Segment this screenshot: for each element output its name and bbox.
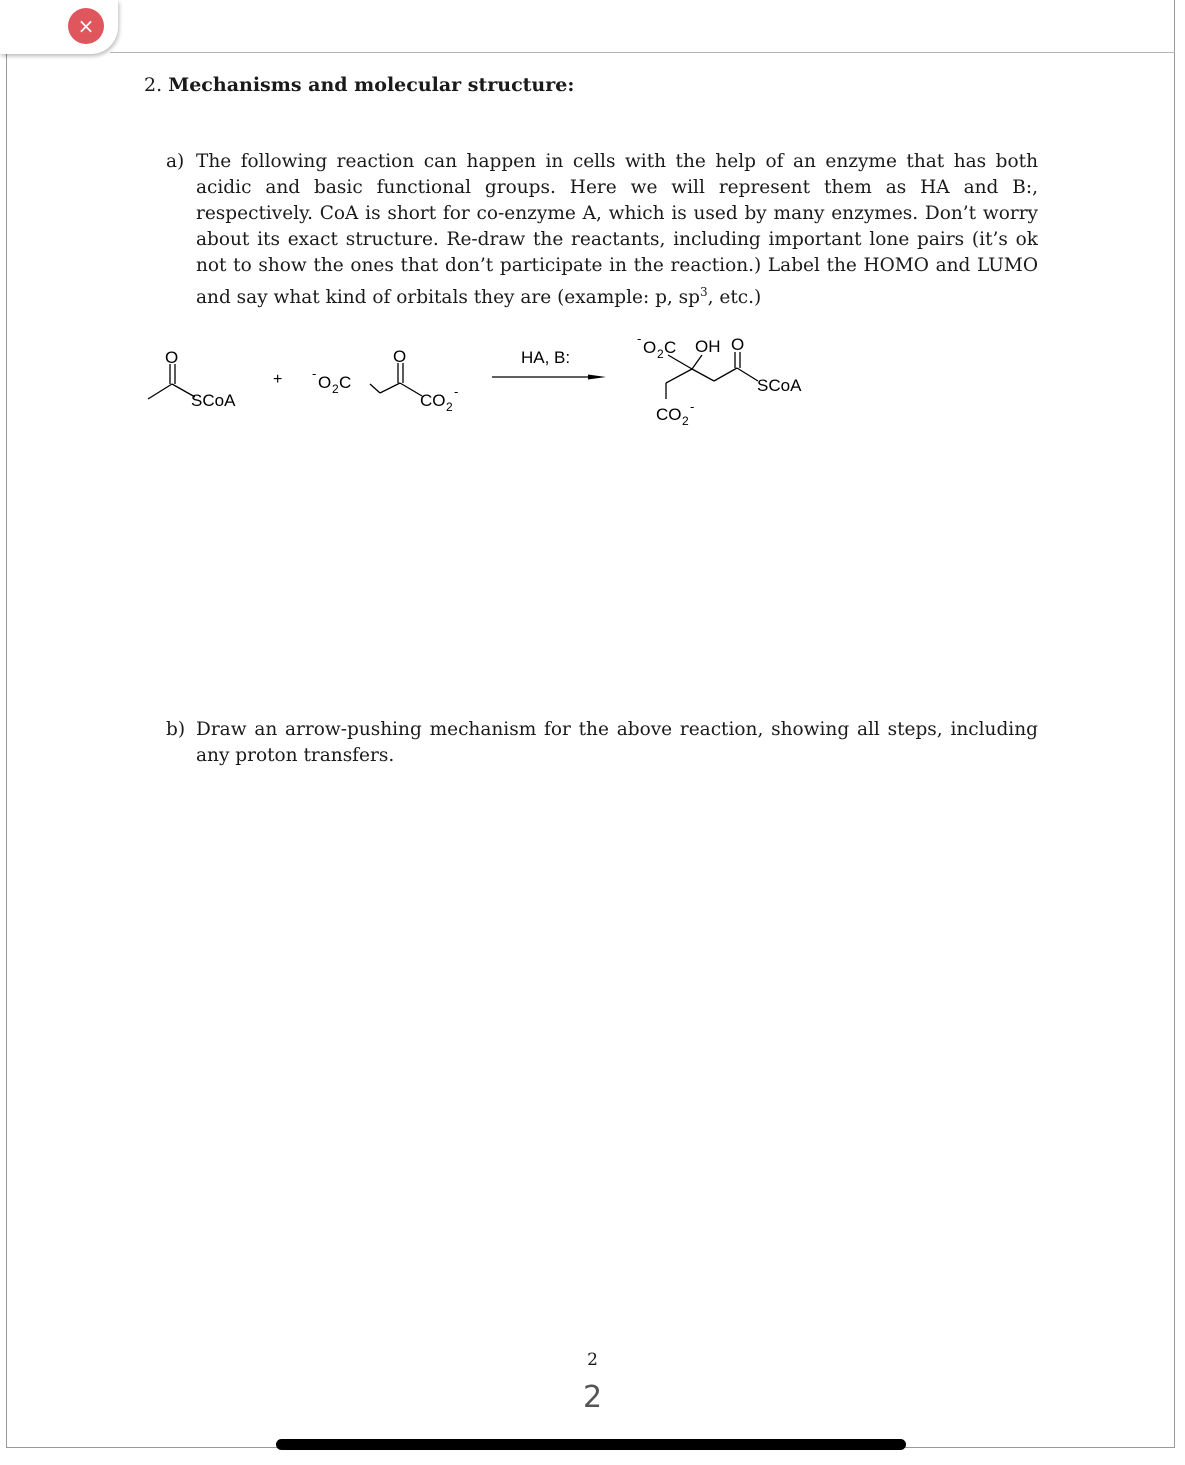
question-b-label: b) xyxy=(166,719,186,740)
reactant-oxaloacetate xyxy=(370,363,422,396)
plus-sign: + xyxy=(273,371,283,388)
reagents-label: HA, B: xyxy=(521,348,571,367)
product-top-c: C xyxy=(664,338,677,357)
reactant1-oxygen: O xyxy=(165,348,179,367)
reactant2-left-c: C xyxy=(339,373,352,392)
reactant2-left-o: O xyxy=(318,373,332,392)
section-heading: Mechanisms and molecular structure: xyxy=(168,74,575,96)
product-top-charge: - xyxy=(637,331,642,346)
page-border-right xyxy=(1174,0,1175,1447)
product-bottom-co: CO xyxy=(656,405,682,424)
home-indicator-bar[interactable] xyxy=(276,1439,906,1450)
question-b xyxy=(166,717,1038,769)
product-scoa: SCoA xyxy=(757,376,802,395)
question-b-text: Draw an arrow-pushing mechanism for the above reaction, showing all steps, including any proton transfers. xyxy=(196,719,1038,766)
reaction-scheme xyxy=(140,326,830,436)
question-a-text-end: , etc.) xyxy=(707,287,762,309)
reactant2-left-sub: 2 xyxy=(332,382,339,396)
product-top-o: O xyxy=(643,338,657,357)
product-citryl-coa xyxy=(666,352,758,399)
page-border-left xyxy=(6,52,7,1447)
question-a-label: a) xyxy=(166,151,185,172)
page-border-top xyxy=(110,52,1175,53)
reactant2-right-sub: 2 xyxy=(446,400,453,414)
product-top-sub: 2 xyxy=(657,347,664,361)
question-a-text: The following reaction can happen in cells with the help of an enzyme that has both acidic and basic functional groups. Here we will represent them as HA and B:, respectively. CoA is short for co-enzyme A, which is used by many enzymes. Don’t worry about its exact structure. Re-draw the reactants, including important lone pairs (it’s ok not to show the ones that don’t participate in the reaction.) Label the HOMO and LUMO and say what kind of orbitals they are (example: p, sp xyxy=(196,151,1038,309)
product-oxygen: O xyxy=(731,335,745,354)
reactant-acetyl-coa xyxy=(148,364,195,399)
section-title xyxy=(144,74,574,96)
reactant2-oxygen: O xyxy=(393,347,407,366)
reactant1-scoa: SCoA xyxy=(191,391,236,410)
reactant2-right-charge: - xyxy=(454,384,459,399)
reactant2-left-charge: - xyxy=(312,366,317,381)
close-tab xyxy=(0,0,118,54)
product-bottom-sub: 2 xyxy=(682,414,689,428)
page-number: 2 xyxy=(587,1350,598,1370)
question-a-superscript: 3 xyxy=(700,285,708,299)
close-button[interactable] xyxy=(68,8,104,44)
product-oh: OH xyxy=(695,337,721,356)
section-number: 2. xyxy=(144,74,163,96)
close-icon: × xyxy=(77,14,95,38)
reactant2-right-co: CO xyxy=(420,391,446,410)
reaction-arrow xyxy=(492,375,606,380)
question-a xyxy=(166,149,1038,311)
page-indicator: 2 xyxy=(582,1380,603,1415)
product-bottom-charge: - xyxy=(690,399,695,414)
